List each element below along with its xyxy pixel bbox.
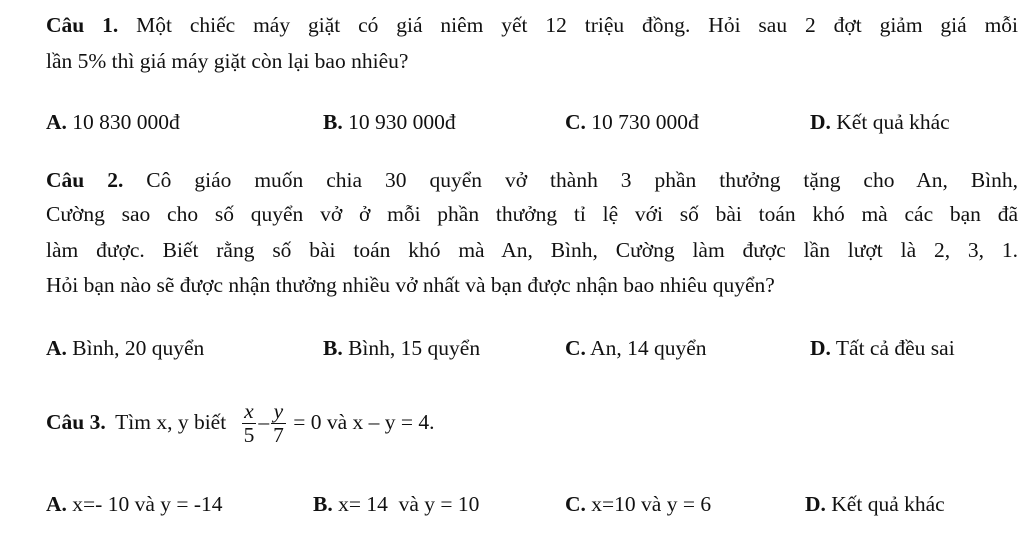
q2-text-line-4: Hỏi bạn nào sẽ được nhận thưởng nhiều vở nhất và bạn được nhận bao nhiêu quyển? — [46, 273, 775, 297]
q1-text-line-2: lần 5% thì giá máy giặt còn lại bao nhiêu? — [46, 49, 409, 73]
q1-text-line-1: Một chiếc máy giặt có giá niêm yết 12 triệu đồng. Hỏi sau 2 đợt giảm giá mỗi — [136, 13, 1019, 37]
q1-option-d[interactable]: D. Kết quả khác — [810, 110, 950, 134]
q1-label: Câu 1. — [46, 13, 119, 37]
q3-option-a[interactable]: A. x=- 10 và y = -14 — [46, 492, 223, 516]
q2-text-line-1: Cô giáo muốn chia 30 quyển vở thành 3 phần thưởng tặng cho An, Bình, — [146, 168, 1019, 192]
q2-line-3 — [46, 240, 1018, 262]
q2-option-a[interactable]: A. Bình, 20 quyển — [46, 336, 205, 360]
q2-text-line-2: Cường sao cho số quyển vở ở mỗi phần thưởng tỉ lệ với số bài toán khó mà các bạn đã — [46, 202, 1018, 226]
q2-option-d[interactable]: D. Tất cả đều sai — [810, 336, 955, 360]
q1-line-1 — [46, 15, 1018, 37]
q2-text-line-3: làm được. Biết rằng số bài toán khó mà An, Bình, Cường làm được lần lượt là 2, 3, 1. — [46, 238, 1018, 262]
q2-line-4 — [46, 275, 775, 297]
q3-fraction-x-over-5: $\frac{x}{5}$ — [243, 399, 255, 447]
q3-fraction-y-over-7: $\frac{y}{7}$ — [273, 399, 284, 447]
q3-equation-rest: = 0 và x – y = 4. — [293, 410, 435, 435]
q2-line-2 — [46, 204, 1018, 226]
q3-prefix: Tìm x, y biết — [115, 410, 227, 435]
q2-option-b[interactable]: B. Bình, 15 quyển — [323, 336, 481, 360]
q1-option-a[interactable]: A. 10 830 000đ — [46, 110, 180, 134]
q3-minus: – — [258, 410, 270, 435]
q1-option-c[interactable]: C. 10 730 000đ — [565, 110, 699, 134]
q1-line-2 — [46, 51, 408, 73]
q3-option-d[interactable]: D. Kết quả khác — [805, 492, 945, 516]
q2-line-1 — [46, 170, 1018, 192]
q3-option-b[interactable]: B. x= 14 và y = 10 — [313, 492, 480, 516]
q2-label: Câu 2. — [46, 168, 124, 192]
q2-option-c[interactable]: C. An, 14 quyển — [565, 336, 707, 360]
q3-option-c[interactable]: C. x=10 và y = 6 — [565, 492, 712, 516]
q3-line — [46, 400, 434, 446]
q1-option-b[interactable]: B. 10 930 000đ — [323, 110, 456, 134]
q3-label: Câu 3. — [46, 410, 106, 435]
